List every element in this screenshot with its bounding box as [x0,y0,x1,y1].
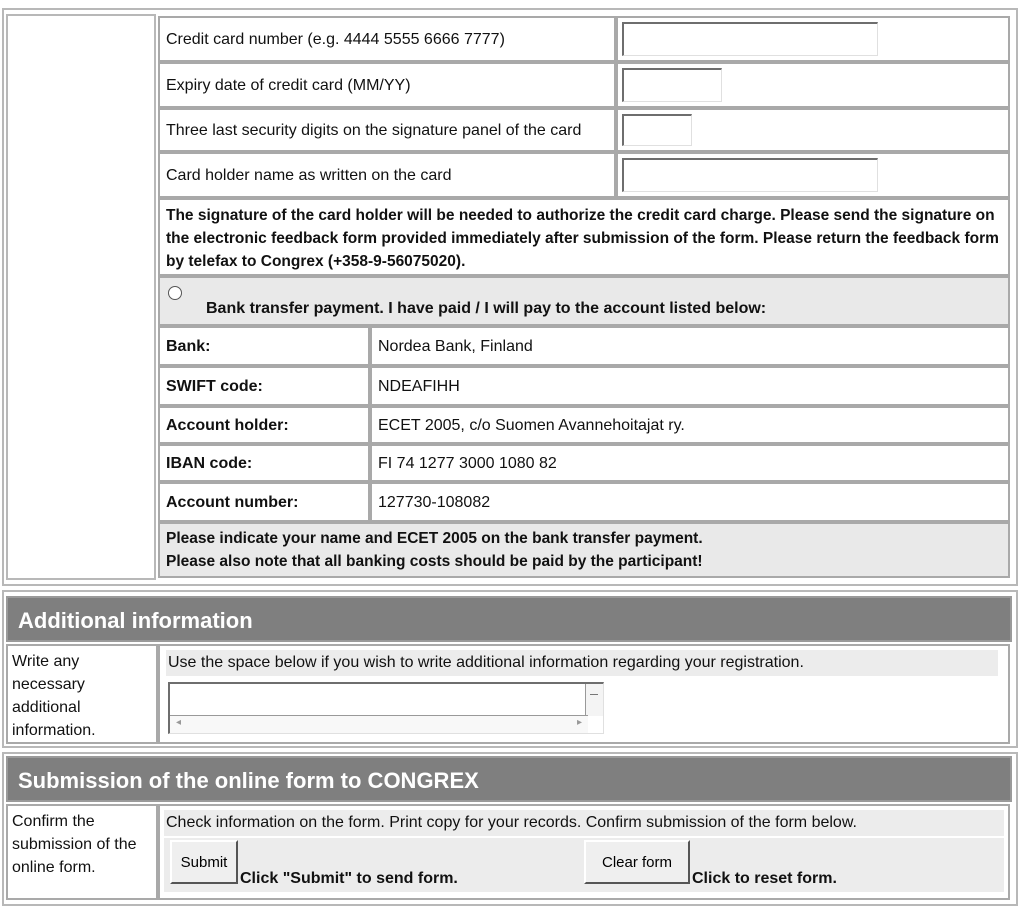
iban-label: IBAN code: [158,444,370,482]
additional-textarea[interactable] [168,682,604,734]
security-digits-input[interactable] [622,114,692,146]
bank-transfer-option [158,276,1010,326]
submission-content [158,804,1010,900]
bank-transfer-note [158,522,1010,578]
clear-hint: Click to reset form. [692,870,837,887]
textarea-vertical-scrollbar[interactable] [585,684,603,716]
additional-content [158,644,1010,744]
additional-header: Additional information [6,596,1012,642]
scroll-left-icon[interactable]: ◂ [176,717,182,728]
bank-transfer-label: Bank transfer payment. I have paid / I will pay to the account listed below: [206,300,767,317]
account-number-label: Account number: [158,482,370,522]
swift-label: SWIFT code: [158,366,370,406]
bank-note-line-1: Please indicate your name and ECET 2005 on the bank transfer payment. [166,530,703,547]
bank-note-line-2: Please also note that all banking costs should be paid by the participant! [166,553,703,570]
security-digits-cell [616,108,1010,152]
card-holder-input[interactable] [622,158,878,192]
bank-label: Bank: [158,326,370,366]
iban-value: FI 74 1277 3000 1080 82 [370,444,1010,482]
swift-value: NDEAFIHH [370,366,1010,406]
submission-instruction: Check information on the form. Print copy for your records. Confirm submission of the form below. [164,810,1004,836]
card-number-cell [616,16,1010,62]
bank-transfer-radio[interactable] [168,286,182,300]
bank-value: Nordea Bank, Finland [370,326,1010,366]
scroll-right-icon[interactable]: ▸ [576,717,582,728]
account-holder-label: Account holder: [158,406,370,444]
card-holder-label: Card holder name as written on the card [158,152,616,198]
submit-button[interactable]: Submit [170,840,238,884]
card-number-input[interactable] [622,22,878,56]
submission-header: Submission of the online form to CONGREX [6,756,1012,802]
additional-side-text: Write any necessary additional information. [6,644,158,744]
expiry-label: Expiry date of credit card (MM/YY) [158,62,616,108]
submission-side-text: Confirm the submission of the online form. [6,804,158,900]
textarea-horizontal-scrollbar[interactable] [170,715,588,733]
signature-notice: The signature of the card holder will be needed to authorize the credit card charge. Please send the signature on the electronic feedback form provided immediately after submission of the form. Please return the feedback form by telefax to Congrex (+358-9-56075020). [158,198,1010,276]
clear-form-button[interactable]: Clear form [584,840,690,884]
payment-side-column [6,14,156,580]
expiry-input[interactable] [622,68,722,102]
card-number-label: Credit card number (e.g. 4444 5555 6666 7777) [158,16,616,62]
account-holder-value: ECET 2005, c/o Suomen Avannehoitajat ry. [370,406,1010,444]
additional-instruction: Use the space below if you wish to write additional information regarding your registration. [166,650,998,676]
card-holder-cell [616,152,1010,198]
security-digits-label: Three last security digits on the signature panel of the card [158,108,616,152]
expiry-cell [616,62,1010,108]
submit-hint: Click "Submit" to send form. [240,870,458,887]
account-number-value: 127730-108082 [370,482,1010,522]
